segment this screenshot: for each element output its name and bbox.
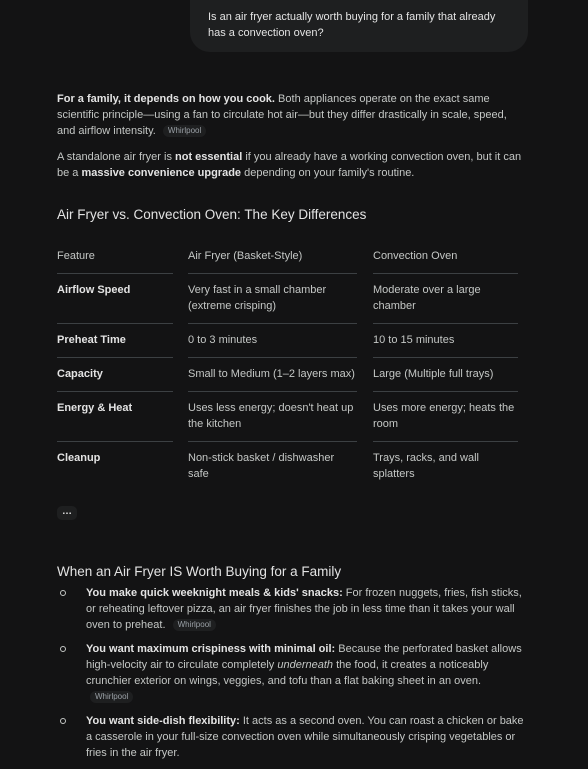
table-header-cell: Air Fryer (Basket-Style) [188, 240, 357, 274]
source-chip-whirlpool[interactable]: Whirlpool [163, 125, 206, 137]
intro-paragraph [57, 91, 527, 139]
list-item-italic: underneath [277, 659, 334, 671]
list-item [57, 585, 527, 633]
list-item-text: the food, it creates a noticeably crunchier exterior on wings, veggies, and tofu than a flat baking sheet in an oven. [86, 659, 489, 687]
list-item-title: You make quick weeknight meals & kids' snacks: [86, 587, 343, 599]
summary-text-e: depending on your family's routine. [241, 167, 415, 179]
table-row [57, 392, 519, 442]
list-item-text: For frozen nuggets, fries, fish sticks, or reheating leftover pizza, an air fryer finishes the job in less time than it takes your wall oven to preheat. [86, 587, 522, 631]
bullet-circle-icon [60, 718, 66, 724]
summary-bold-not-essential: not essential [175, 151, 243, 163]
user-message-text: Is an air fryer actually worth buying for a family that already has a convection oven? [208, 11, 496, 39]
summary-text-a: A standalone air fryer is [57, 151, 176, 163]
table-row [57, 274, 519, 324]
list-item-text: It acts as a second oven. You can roast a chicken or bake a casserole in your full-size convection oven while simultaneously crisping vegetables or fries in the air fryer. [86, 715, 524, 759]
table-header-row [57, 240, 519, 274]
bullet-circle-icon [60, 590, 66, 596]
table-cell: Very fast in a small chamber (extreme crisping) [188, 274, 357, 324]
comparison-heading: Air Fryer vs. Convection Oven: The Key Differences [57, 207, 367, 222]
list-item [57, 641, 527, 705]
table-cell-feature: Energy & Heat [57, 392, 173, 442]
comparison-table [57, 240, 519, 491]
table-cell: 0 to 3 minutes [188, 324, 357, 358]
source-chip-whirlpool[interactable]: Whirlpool [90, 691, 133, 703]
table-cell: Uses less energy; doesn't heat up the kitchen [188, 392, 357, 442]
worth-it-heading: When an Air Fryer IS Worth Buying for a Family [57, 564, 342, 579]
user-message-bubble [190, 0, 528, 52]
table-cell-feature: Preheat Time [57, 324, 173, 358]
worth-it-list [57, 585, 527, 769]
intro-text: Both appliances operate on the exact same scientific principle—using a fan to circulate hot air—but they differ drastically in scale, speed, and airflow intensity. [57, 93, 507, 137]
summary-paragraph [57, 149, 527, 181]
table-cell-feature: Airflow Speed [57, 274, 173, 324]
table-cell: Trays, racks, and wall splatters [373, 452, 479, 480]
table-cell: 10 to 15 minutes [373, 324, 518, 358]
table-more-options-button[interactable]: … [57, 506, 77, 520]
table-row [57, 442, 519, 491]
table-cell: Moderate over a large chamber [373, 274, 518, 324]
summary-bold-upgrade: massive convenience upgrade [81, 167, 242, 179]
list-item-text: Because the perforated basket allows high-velocity air to circulate completely [86, 643, 522, 671]
bullet-circle-icon [60, 646, 66, 652]
table-row [57, 324, 519, 358]
list-item [57, 713, 527, 761]
table-cell-feature: Cleanup [57, 452, 101, 464]
summary-text-c: if you already have a working convection oven, but it can be a [57, 151, 522, 179]
source-chip-whirlpool[interactable]: Whirlpool [173, 619, 216, 631]
list-item-title: You want side-dish flexibility: [86, 715, 240, 727]
table-cell: Uses more energy; heats the room [373, 392, 518, 442]
table-cell: Non-stick basket / dishwasher safe [188, 452, 335, 480]
table-header-cell: Feature [57, 240, 173, 274]
table-row [57, 358, 519, 392]
intro-lead: For a family, it depends on how you cook. [57, 93, 275, 105]
table-cell-feature: Capacity [57, 358, 173, 392]
list-item-title: You want maximum crispiness with minimal oil: [86, 643, 336, 655]
table-cell: Large (Multiple full trays) [373, 358, 518, 392]
table-cell: Small to Medium (1–2 layers max) [188, 358, 357, 392]
table-header-cell: Convection Oven [373, 240, 518, 274]
